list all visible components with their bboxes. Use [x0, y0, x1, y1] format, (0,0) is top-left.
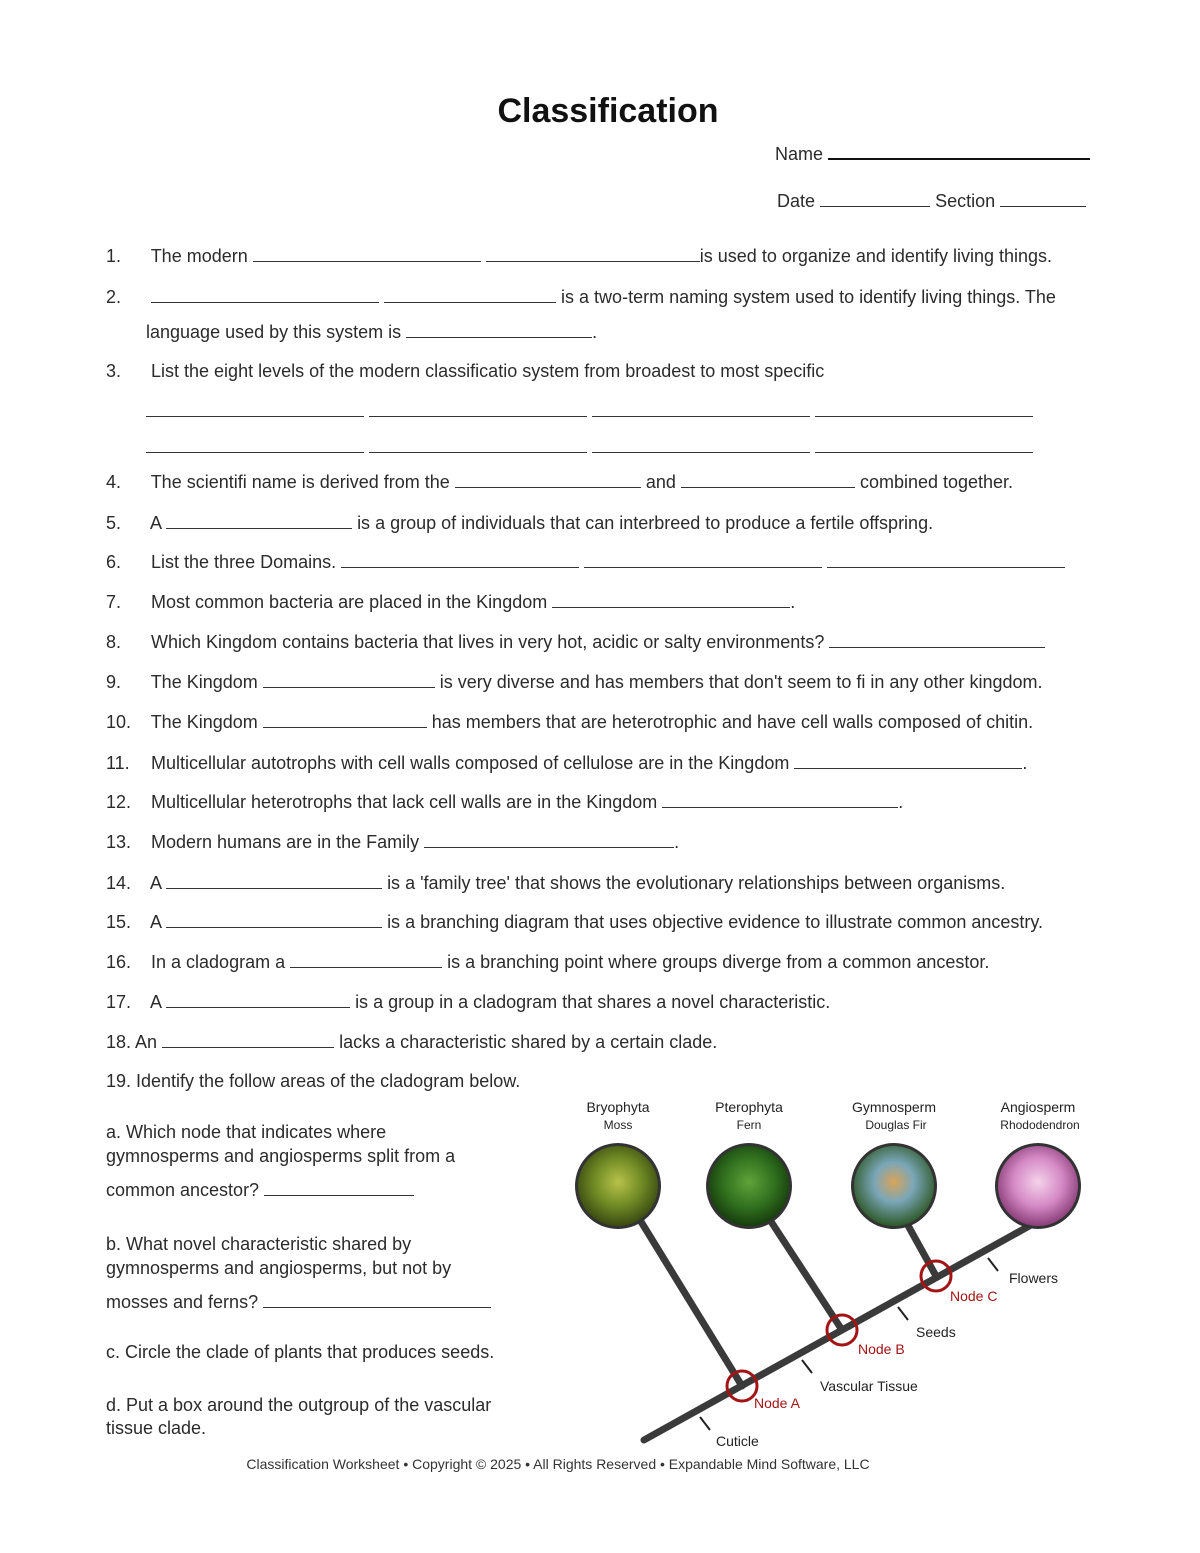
answer-blank[interactable] — [815, 436, 1033, 453]
question-number: 8. — [106, 632, 122, 652]
date-label: Date — [777, 191, 816, 211]
question-13 — [106, 831, 679, 853]
question-number: 12. — [106, 792, 132, 812]
question-19: 19. Identify the follow areas of the cladogram below. — [106, 1071, 521, 1091]
question-10 — [106, 711, 1033, 733]
question-text: Multicellular autotrophs with cell walls composed of cellulose are in the Kingdom — [151, 753, 790, 773]
question-text: In a cladogram a — [151, 952, 286, 972]
answer-blank[interactable] — [455, 471, 641, 488]
name-field[interactable] — [828, 142, 1090, 160]
question-text: is a 'family tree' that shows the evolutionary relationships between organisms. — [387, 873, 1006, 893]
section-field[interactable] — [1000, 190, 1086, 207]
branch-pterophyta — [770, 1220, 842, 1330]
question-number: 1. — [106, 246, 122, 266]
answer-blank[interactable] — [827, 551, 1065, 568]
question-text: Which Kingdom contains bacteria that lives in very hot, acidic or salty environments? — [151, 632, 825, 652]
taxon-group-label: Pterophyta — [715, 1099, 783, 1115]
date-section-row — [777, 190, 1086, 212]
question-text: and — [645, 472, 676, 492]
question-number: 11. — [106, 753, 130, 773]
question-16 — [106, 951, 989, 973]
question-9 — [106, 671, 1043, 693]
question-11 — [106, 752, 1027, 774]
answer-blank[interactable] — [794, 752, 1022, 769]
answer-blank[interactable] — [263, 711, 427, 728]
question-number: 16. — [106, 952, 132, 972]
question-7 — [106, 591, 795, 613]
answer-blank[interactable] — [384, 286, 556, 303]
answer-blank[interactable] — [166, 991, 350, 1008]
trait-label-seeds: Seeds — [916, 1324, 956, 1340]
punctuation: . — [592, 322, 598, 342]
trait-tick-seeds — [898, 1307, 908, 1320]
taxon-common-label: Moss — [603, 1118, 633, 1132]
taxon-group-label: Bryophyta — [586, 1099, 650, 1115]
taxon-group-label: Angiosperm — [1000, 1099, 1076, 1115]
question-text: A — [150, 912, 162, 932]
answer-blank[interactable] — [662, 791, 898, 808]
question-text: A — [150, 873, 162, 893]
question-text: gymnosperms and angiosperms split from a — [106, 1146, 456, 1166]
question-number: 6. — [106, 552, 122, 572]
node-c-label: Node C — [950, 1288, 998, 1304]
page-footer: Classification Worksheet • Copyright © 2025 • All Rights Reserved • Expandable Mind Software, LLC — [246, 1456, 870, 1472]
question-number: 7. — [106, 592, 122, 612]
question-text: The Kingdom — [150, 712, 258, 732]
question-5 — [106, 512, 933, 534]
question-text: Modern humans are in the Family — [151, 832, 420, 852]
trait-tick-cuticle — [700, 1417, 710, 1430]
question-text: List the three Domains. — [151, 552, 337, 572]
answer-blank[interactable] — [253, 245, 481, 262]
question-text: is a two-term naming system used to identify living things. The — [561, 287, 1056, 307]
answer-blank[interactable] — [829, 631, 1045, 648]
answer-blank[interactable] — [369, 400, 587, 417]
sub-question-c: c. Circle the clade of plants that produces seeds. — [106, 1342, 495, 1362]
question-text: A — [150, 513, 162, 533]
branch-bryophyta — [640, 1220, 742, 1386]
question-text: combined together. — [859, 472, 1014, 492]
question-text: The Kingdom — [150, 672, 258, 692]
sub-question-a — [106, 1120, 455, 1202]
question-text: tissue clade. — [106, 1418, 207, 1438]
question-text: is a branching point where groups diverge from a common ancestor. — [447, 952, 990, 972]
answer-blank[interactable] — [290, 951, 442, 968]
question-text: List the eight levels of the modern classificatio system from broadest to most specific — [151, 361, 825, 381]
question-text: d. Put a box around the outgroup of the vascular — [106, 1395, 492, 1415]
answer-blank[interactable] — [592, 436, 810, 453]
answer-blank[interactable] — [552, 591, 790, 608]
question-text: has members that are heterotrophic and have cell walls composed of chitin. — [431, 712, 1034, 732]
trait-label-vascular-tissue: Vascular Tissue — [820, 1378, 918, 1394]
name-label: Name — [775, 144, 824, 164]
question-14 — [106, 872, 1005, 894]
answer-blank[interactable] — [341, 551, 579, 568]
douglas-fir-image — [854, 1146, 934, 1226]
question-8 — [106, 631, 1045, 653]
question-number: 4. — [106, 472, 122, 492]
moss-image — [578, 1146, 658, 1226]
punctuation: . — [674, 832, 680, 852]
question-18 — [106, 1031, 717, 1053]
taxon-common-label: Douglas Fir — [865, 1118, 927, 1132]
node-a-label: Node A — [754, 1395, 800, 1411]
answer-blank[interactable] — [815, 400, 1033, 417]
answer-blank[interactable] — [151, 286, 379, 303]
question-text: a. Which node that indicates where — [106, 1122, 387, 1142]
node-b-label: Node B — [858, 1341, 905, 1357]
question-number: 3. — [106, 361, 122, 381]
question-6 — [106, 551, 1065, 573]
question-4 — [106, 471, 1013, 493]
answer-blank[interactable] — [264, 1179, 414, 1196]
question-text: is used to organize and identify living things. — [699, 246, 1052, 266]
trait-label-flowers: Flowers — [1009, 1270, 1059, 1286]
question-number: 2. — [106, 287, 122, 307]
trait-tick-vascular — [802, 1360, 812, 1373]
question-number: 15. — [106, 912, 132, 932]
question-3 — [106, 361, 824, 382]
question-15 — [106, 911, 1043, 933]
trait-label-cuticle: Cuticle — [716, 1433, 759, 1449]
question-text: common ancestor? — [106, 1180, 260, 1200]
branch-gymnosperm — [905, 1220, 936, 1276]
question-text: The modern — [150, 246, 248, 266]
question-text: gymnosperms and angiosperms, but not by — [106, 1258, 452, 1278]
answer-blank[interactable] — [486, 245, 700, 262]
question-text: lacks a characteristic shared by a certain clade. — [339, 1032, 718, 1052]
answer-blank[interactable] — [166, 512, 352, 529]
question-text: is a group in a cladogram that shares a novel characteristic. — [355, 992, 831, 1012]
answer-blank[interactable] — [369, 436, 587, 453]
levels-row-1 — [146, 400, 1033, 422]
section-label: Section — [935, 191, 996, 211]
name-field-row — [775, 142, 1090, 165]
question-number: 10. — [106, 712, 132, 732]
question-text: language used by this system is — [146, 322, 402, 342]
question-text: is a branching diagram that uses objective evidence to illustrate common ancestry. — [387, 912, 1044, 932]
question-12 — [106, 791, 903, 813]
answer-blank[interactable] — [263, 671, 435, 688]
question-text: is very diverse and has members that don't seem to fi in any other kingdom. — [439, 672, 1043, 692]
levels-row-2 — [146, 436, 1033, 458]
rhododendron-image — [998, 1146, 1078, 1226]
sub-question-d — [106, 1394, 491, 1440]
taxon-group-label: Gymnosperm — [851, 1099, 937, 1115]
question-number: 14. — [106, 873, 132, 893]
answer-blank[interactable] — [592, 400, 810, 417]
question-text: mosses and ferns? — [106, 1292, 259, 1312]
answer-blank[interactable] — [263, 1291, 491, 1308]
page-title: Classification — [497, 92, 719, 130]
taxon-common-label: Fern — [736, 1118, 762, 1132]
answer-blank[interactable] — [166, 872, 382, 889]
question-text: 18. An — [106, 1032, 158, 1052]
question-text: b. What novel characteristic shared by — [106, 1234, 412, 1254]
question-1 — [106, 245, 1052, 267]
question-number: 17. — [106, 992, 132, 1012]
answer-blank[interactable] — [406, 321, 592, 338]
answer-blank[interactable] — [584, 551, 822, 568]
answer-blank[interactable] — [424, 831, 674, 848]
question-2-line-2 — [146, 321, 597, 343]
punctuation: . — [1022, 753, 1028, 773]
answer-blank[interactable] — [681, 471, 855, 488]
punctuation: . — [898, 792, 904, 812]
answer-blank[interactable] — [146, 400, 364, 417]
question-text: Multicellular heterotrophs that lack cell walls are in the Kingdom — [151, 792, 658, 812]
fern-image — [709, 1146, 789, 1226]
question-text: Most common bacteria are placed in the Kingdom — [151, 592, 548, 612]
question-17 — [106, 991, 830, 1013]
question-number: 5. — [106, 513, 122, 533]
question-text: is a group of individuals that can interbreed to produce a fertile offspring. — [357, 513, 934, 533]
question-number: 9. — [106, 672, 122, 692]
trait-tick-flowers — [988, 1258, 998, 1271]
answer-blank[interactable] — [146, 436, 364, 453]
answer-blank[interactable] — [162, 1031, 334, 1048]
question-text: The scientifi name is derived from the — [150, 472, 450, 492]
answer-blank[interactable] — [166, 911, 382, 928]
date-field[interactable] — [820, 190, 930, 207]
question-2 — [106, 286, 1056, 308]
taxon-common-label: Rhododendron — [1000, 1118, 1080, 1132]
cladogram-trunk — [644, 1220, 1040, 1440]
sub-question-b — [106, 1232, 491, 1314]
question-text: A — [150, 992, 162, 1012]
punctuation: . — [790, 592, 796, 612]
question-number: 13. — [106, 832, 132, 852]
cladogram — [560, 1090, 1160, 1460]
